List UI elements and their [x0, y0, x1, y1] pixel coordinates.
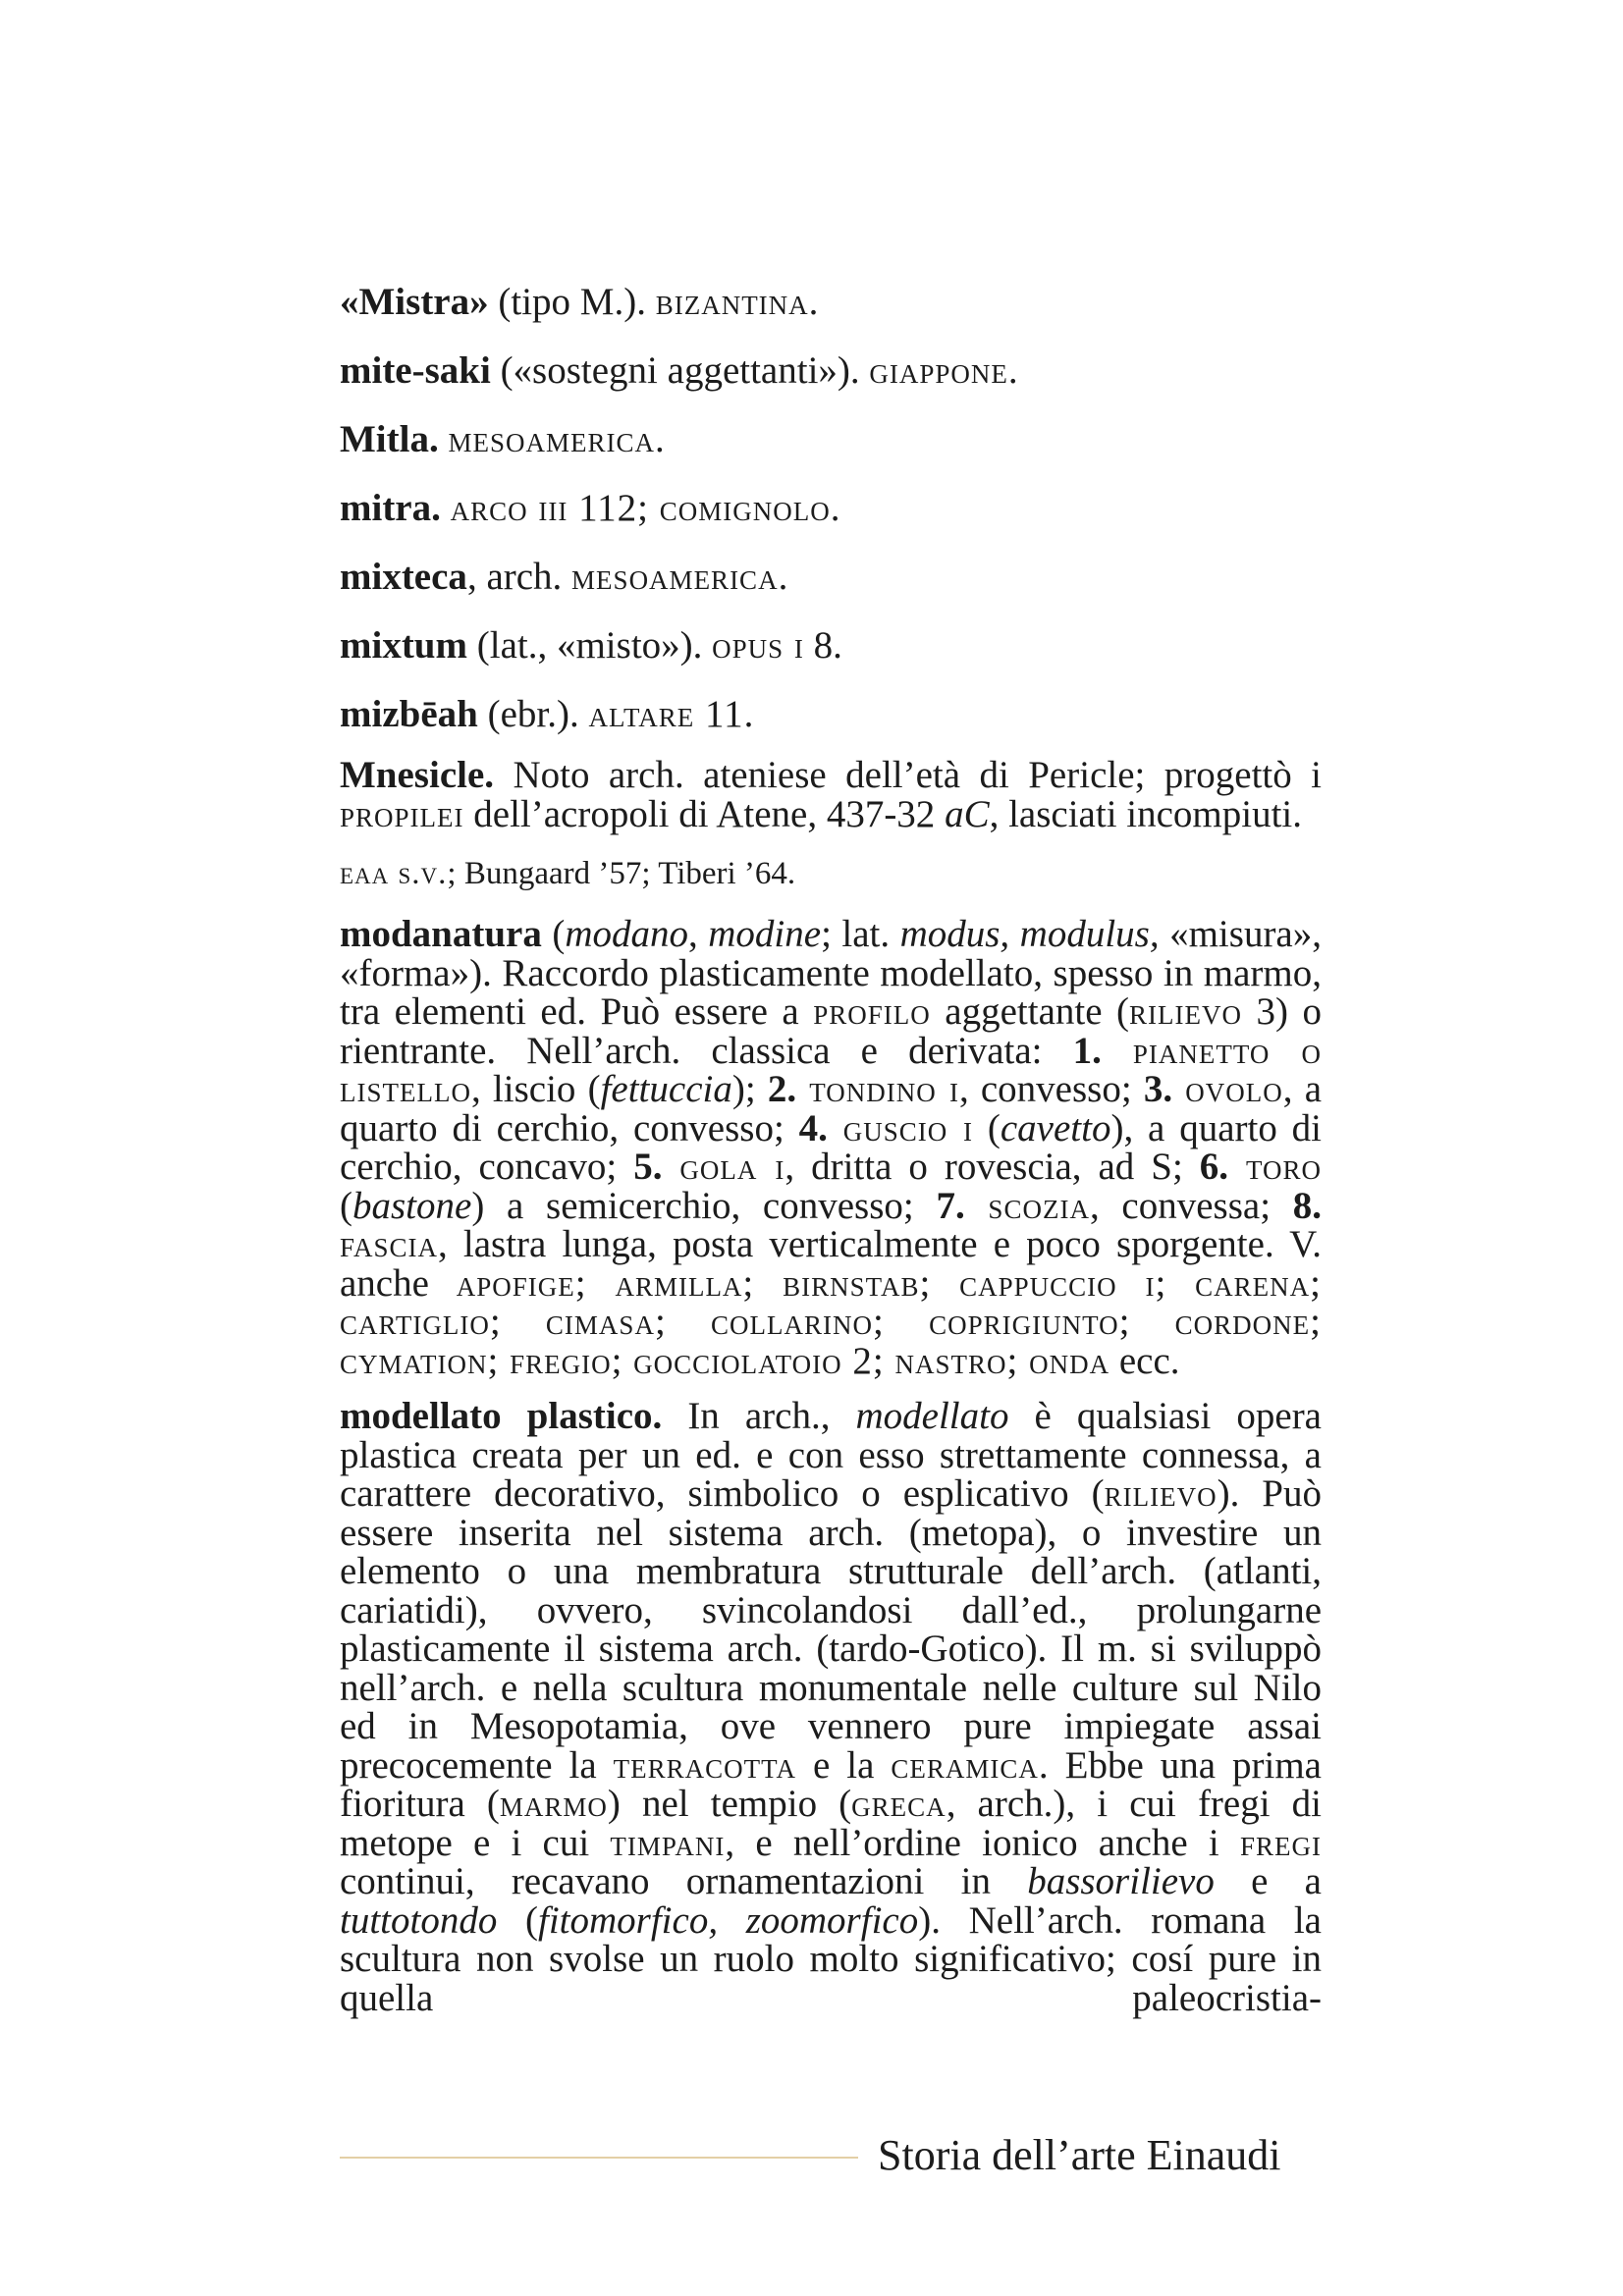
- entry-mizbeah: [340, 687, 1322, 742]
- headword: mixtum: [340, 624, 467, 667]
- item-number: 3.: [1143, 1068, 1173, 1110]
- entry-modanatura: [340, 915, 1322, 1380]
- entry-italic: tuttotondo: [340, 1898, 498, 1942]
- cross-reference[interactable]: greca: [851, 1783, 947, 1825]
- cross-reference[interactable]: ceramica: [891, 1743, 1039, 1787]
- footer-title: Storia dell’arte Einaudi: [878, 2131, 1281, 2179]
- cross-reference[interactable]: propilei: [340, 792, 464, 835]
- cross-reference[interactable]: rilievo: [1104, 1472, 1217, 1515]
- entry-text: continui, recavano ornamentazioni in: [340, 1860, 1028, 1902]
- entry-italic: fitomorfico, zoomorfico: [537, 1898, 919, 1942]
- entry-mixteca: [340, 550, 1322, 605]
- entry-italic: bassorilievo: [1027, 1860, 1215, 1902]
- cross-reference[interactable]: scozia: [964, 1184, 1090, 1227]
- cross-reference[interactable]: ovolo: [1172, 1068, 1283, 1110]
- entry-text: . Ebbe una prima fioritura (: [340, 1743, 1322, 1825]
- entry-text: 8.: [803, 624, 842, 667]
- headword: Mnesicle.: [340, 754, 495, 796]
- cross-reference[interactable]: fregi: [1239, 1821, 1322, 1864]
- entry-text: aggettante (: [930, 990, 1130, 1033]
- item-number: 4.: [798, 1106, 828, 1149]
- item-number: 2.: [767, 1068, 797, 1110]
- entry-text: è qualsiasi opera plastica creata per un ed. e con esso strettamente connessa, a carattere decorativo, simbolico o esplicativo (: [340, 1395, 1322, 1515]
- cross-reference[interactable]: giappone.: [869, 349, 1019, 392]
- entry-italic: modellato: [855, 1395, 1009, 1437]
- entry-text: dell’acropoli di Atene, 437-32: [463, 792, 946, 835]
- cross-reference[interactable]: marmo: [499, 1783, 608, 1825]
- entry-text: ). Nell’arch. romana la scultura non svolse un ruolo molto significativo; cosí pure in quella paleocristia-: [340, 1898, 1322, 2019]
- item-number: 5.: [633, 1146, 663, 1188]
- entry-text: ecc.: [1109, 1339, 1180, 1382]
- entry-mitla: [340, 412, 1322, 467]
- entry-text: , lasciati incompiuti.: [989, 792, 1303, 835]
- entry-text: , a quarto di cerchio, convesso;: [340, 1068, 1323, 1149]
- entry-text: («sostegni aggettanti»).: [490, 349, 870, 392]
- entry-text: (: [541, 913, 566, 955]
- entry-text: Noto arch. ateniese dell’età di Pericle; progettò i: [494, 754, 1322, 796]
- entry-text: , dritta o rovescia, ad S;: [784, 1146, 1200, 1188]
- entry-text: );: [731, 1068, 768, 1110]
- bibliography-text: ; Bungaard ’57; Tiberi ’64.: [447, 856, 796, 891]
- headword: modellato plastico.: [340, 1395, 663, 1437]
- entry-text: In arch.,: [662, 1395, 856, 1437]
- entry-text: , e nell’ordine ionico anche i: [725, 1821, 1240, 1864]
- headword: mitra.: [340, 487, 441, 529]
- entry-italic: modano: [565, 913, 689, 955]
- entry-text: (: [973, 1106, 1001, 1149]
- entry-mitra: [340, 481, 1322, 536]
- entry-text: (ebr.).: [477, 693, 589, 735]
- item-number: 8.: [1292, 1184, 1323, 1227]
- entry-italic: modus, modulus,: [899, 913, 1160, 955]
- entry-text: , arch.), i cui fregi di metope e i cui: [340, 1783, 1323, 1864]
- entry-mistra: [340, 275, 1322, 330]
- cross-reference[interactable]: toro: [1228, 1146, 1322, 1188]
- cross-reference[interactable]: mesoamerica.: [571, 556, 789, 598]
- cross-reference[interactable]: guscio i: [827, 1106, 974, 1149]
- entry-mite-saki: [340, 344, 1322, 399]
- entry-text: [441, 487, 451, 529]
- dictionary-page: [340, 275, 1322, 2073]
- entry-text: e la: [795, 1743, 892, 1787]
- entry-text: (tipo M.).: [488, 281, 656, 323]
- entry-text: , liscio (: [470, 1068, 601, 1110]
- cross-reference[interactable]: gola i: [662, 1146, 785, 1188]
- headword: mizbēah: [340, 693, 478, 735]
- entry-text: ) nel tempio (: [607, 1783, 852, 1825]
- entry-text: , arch.: [466, 556, 572, 598]
- entry-text: , convesso;: [958, 1068, 1144, 1110]
- cross-reference[interactable]: tondino i: [796, 1068, 959, 1110]
- cross-reference[interactable]: timpani: [610, 1821, 726, 1864]
- entry-italic: aC: [945, 792, 990, 835]
- entry-text: e a: [1214, 1860, 1322, 1902]
- headword: mixteca: [340, 556, 467, 598]
- cross-reference[interactable]: altare 11.: [588, 693, 755, 735]
- entry-italic: bastone: [352, 1184, 472, 1227]
- entry-text: ,: [688, 913, 709, 955]
- headword: modanatura: [340, 913, 542, 955]
- headword: «Mistra»: [340, 281, 489, 323]
- cross-reference-list[interactable]: apofige; armilla; birnstab; cappuccio i; carena; cartiglio; cimasa; collarino; coprigiunto; cordone; cymation; fregio; gocciolatoio 2; nastro; onda: [340, 1261, 1322, 1382]
- entry-mnesicle: [340, 756, 1322, 833]
- cross-reference[interactable]: profilo: [813, 990, 931, 1033]
- entry-italic: fettuccia: [600, 1068, 732, 1110]
- cross-reference[interactable]: fascia: [340, 1223, 439, 1265]
- entry-text: «misura», «forma»). Raccordo plasticamente modellato, spesso in marmo, tra elementi ed. Può essere a: [340, 913, 1322, 1033]
- entry-text: (: [340, 1184, 352, 1227]
- entry-mixtum: [340, 618, 1322, 673]
- entry-text: 3) o rientrante. Nell’arch. classica e derivata:: [340, 990, 1322, 1072]
- cross-reference[interactable]: opus i: [712, 624, 804, 667]
- entry-text: ) a semicerchio, convesso;: [471, 1184, 937, 1227]
- entry-modellato-plastico: [340, 1397, 1322, 2056]
- entry-text: ), a quarto di cerchio, concavo;: [340, 1106, 1322, 1188]
- item-number: 6.: [1199, 1146, 1229, 1188]
- entry-text: (: [497, 1898, 538, 1942]
- cross-reference[interactable]: bizantina.: [655, 281, 820, 323]
- footer-rule: [340, 2157, 858, 2159]
- entry-text: , convessa;: [1089, 1184, 1293, 1227]
- entry-text: [439, 418, 449, 460]
- cross-reference[interactable]: arco iii 112; comignolo.: [450, 487, 841, 529]
- cross-reference[interactable]: rilievo: [1129, 990, 1242, 1033]
- entry-text: ; lat.: [821, 913, 900, 955]
- entry-italic: modine: [708, 913, 822, 955]
- entry-text: , lastra lunga, posta verticalmente e poco sporgente. V. anche: [340, 1223, 1322, 1305]
- entry-italic: cavetto: [1000, 1106, 1111, 1149]
- bibliography-mnesicle: [340, 850, 1322, 897]
- cross-reference[interactable]: terracotta: [613, 1743, 796, 1787]
- entry-text: ). Può essere inserita nel sistema arch. (metopa), o investire un elemento o una membratura strutturale dell’arch. (atlanti, cariatidi), ovvero, svincolandosi dall’ed., prolungarne plasticamente il sistema arch. (tardo-Gotico). Il m. si sviluppò nell’arch. e nella scultura monumentale nelle culture sul Nilo ed in Mesopotamia, ove vennero pure impiegate assai precocemente la: [340, 1472, 1322, 1787]
- cross-reference[interactable]: mesoamerica.: [448, 418, 666, 460]
- entry-text: (lat., «misto»).: [467, 624, 713, 667]
- cross-reference[interactable]: pianetto o listello: [340, 1029, 1322, 1110]
- headword: mite-saki: [340, 349, 491, 392]
- item-number: 7.: [936, 1184, 965, 1227]
- bibliography-source: eaa s.v.: [340, 856, 448, 891]
- item-number: 1.: [1072, 1029, 1102, 1072]
- headword: Mitla.: [340, 418, 439, 460]
